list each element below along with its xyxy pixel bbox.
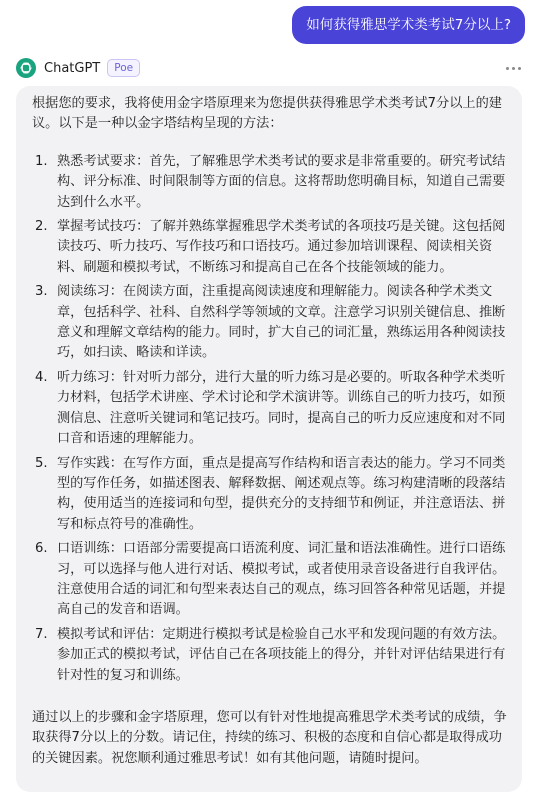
list-item-number: 1. xyxy=(35,153,48,169)
list-item xyxy=(32,152,508,213)
list-item-text: 口语训练：口语部分需要提高口语流利度、词汇量和语法准确性。进行口语练习，可以选择与他人进行对话、模拟考试，或者使用录音设备进行自我评估。注意使用合适的词汇和句型来表达自己的观点，练习回答各种常见话题，并提高自己的发音和语调。 xyxy=(57,541,506,618)
user-message-bubble: 如何获得雅思学术类考试7分以上? xyxy=(292,6,525,44)
list-item xyxy=(32,282,508,364)
list-item xyxy=(32,539,508,621)
list-item xyxy=(32,217,508,278)
bot-header xyxy=(16,56,523,80)
list-item-text: 写作实践：在写作方面，重点是提高写作结构和语言表达的能力。学习不同类型的写作任务，如描述图表、解释数据、阐述观点等。练习构建清晰的段落结构，使用适当的连接词和句型，提供充分的支持细节和例证，并注意语法、拼写和标点符号的准确性。 xyxy=(57,455,506,532)
list-item-text: 听力练习：针对听力部分，进行大量的听力练习是必要的。听取各种学术类听力材料，包括学术讲座、学术讨论和学术演讲等。训练自己的听力技巧，如预测信息、注意听关键词和笔记技巧。同时，提高自己的听力反应速度和对不同口音和语速的理解能力。 xyxy=(57,369,506,447)
list-item-number: 7. xyxy=(35,626,48,642)
bot-message-bubble xyxy=(16,86,522,792)
list-item-number: 5. xyxy=(35,455,48,471)
bot-name[interactable]: ChatGPT xyxy=(44,60,101,76)
more-options-button[interactable] xyxy=(504,63,523,74)
list-item-number: 6. xyxy=(35,541,48,557)
list-item-text: 熟悉考试要求：首先，了解雅思学术类考试的要求是非常重要的。研究考试结构、评分标准、时间限制等方面的信息。这将帮助您明确目标，知道自己需要达到什么水平。 xyxy=(57,153,506,210)
more-horizontal-icon xyxy=(506,67,509,70)
list-item-text: 掌握考试技巧：了解并熟练掌握雅思学术类考试的各项技巧是关键。这包括阅读技巧、听力技巧、写作技巧和口语技巧。通过参加培训课程、阅读相关资料、刷题和模拟考试，不断练习和提高自己在各个技能领域的能力。 xyxy=(57,219,506,275)
list-item xyxy=(32,368,508,450)
list-item-number: 2. xyxy=(35,219,48,235)
bot-intro-text: 根据您的要求，我将使用金字塔原理来为您提供获得雅思学术类考试7分以上的建议。以下是一种以金字塔结构呈现的方法： xyxy=(32,96,502,132)
poe-badge: Poe xyxy=(107,59,140,77)
list-item-text: 模拟考试和评估：定期进行模拟考试是检验自己水平和发现问题的有效方法。参加正式的模拟考试，评估自己在各项技能上的得分，并针对评估结果进行有针对性的复习和训练。 xyxy=(57,626,506,683)
steps-list xyxy=(32,152,508,686)
bot-outro-text: 通过以上的步骤和金字塔原理，您可以有针对性地提高雅思学术类考试的成绩，争取获得7分以上的分数。请记住，持续的练习、积极的态度和自信心都是取得成功的关键因素。祝您顺利通过雅思考试！如有其他问题，请随时提问。 xyxy=(32,710,507,766)
more-horizontal-icon xyxy=(518,67,521,70)
list-item xyxy=(32,625,508,686)
list-item xyxy=(32,454,508,536)
list-item-number: 4. xyxy=(35,369,48,385)
more-horizontal-icon xyxy=(512,67,515,70)
user-message-row xyxy=(292,6,525,44)
list-item-number: 3. xyxy=(35,284,48,300)
openai-logo-icon[interactable] xyxy=(16,58,36,78)
list-item-text: 阅读练习：在阅读方面，注重提高阅读速度和理解能力。阅读各种学术类文章，包括科学、社科、自然科学等领域的文章。注意学习识别关键信息、推断意义和理解文章结构的能力。同时，扩大自己的词汇量，熟练运用各种阅读技巧，如扫读、略读和详读。 xyxy=(57,284,506,361)
